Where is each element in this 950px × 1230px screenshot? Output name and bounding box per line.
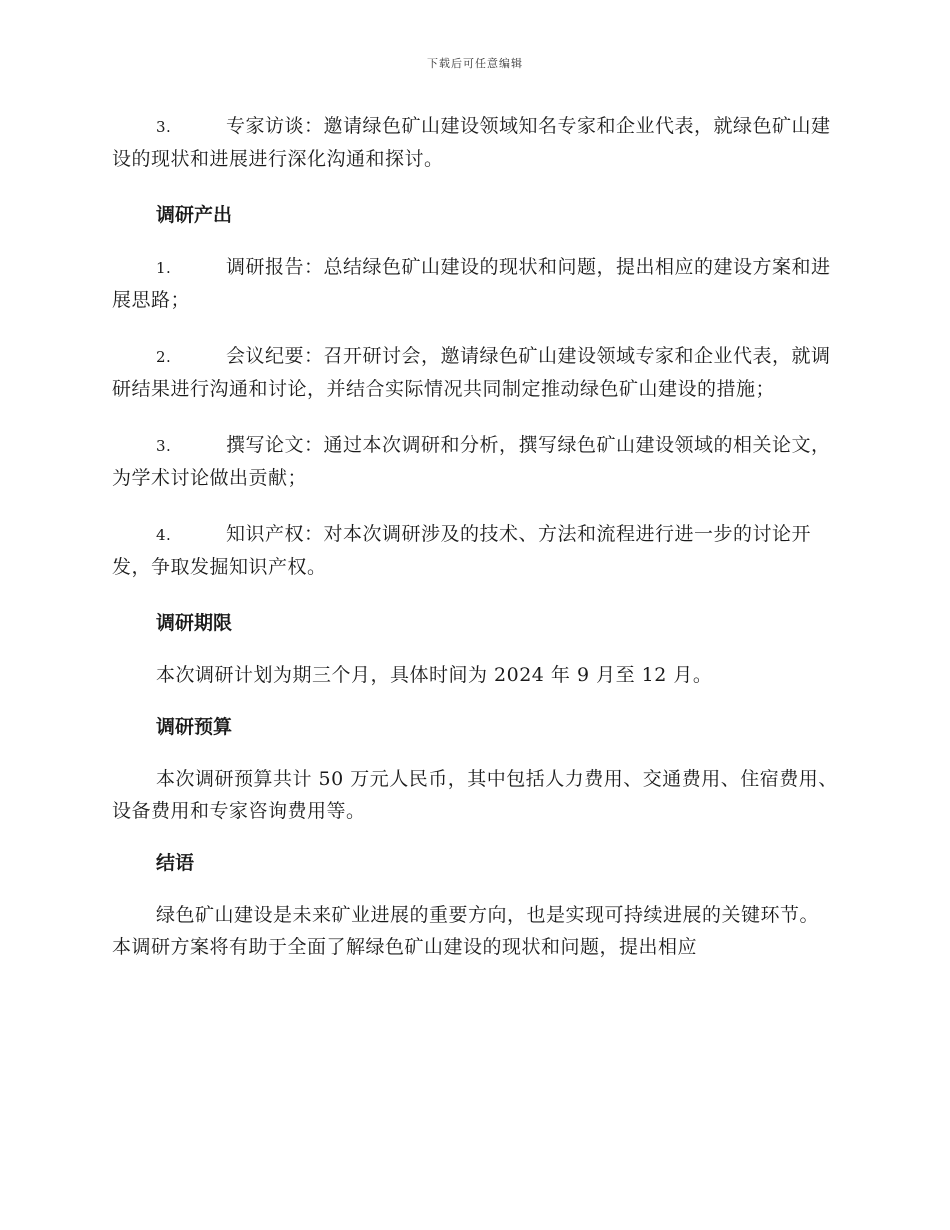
list-item-paper bbox=[112, 429, 838, 494]
list-number: 3. bbox=[156, 118, 172, 136]
conclusion-paragraph: 绿色矿山建设是未来矿业进展的重要方向，也是实现可持续进展的关键环节。本调研方案将有助于全面了解绿色矿山建设的现状和问题，提出相应 bbox=[112, 904, 820, 958]
document-body bbox=[112, 110, 838, 983]
list-text: 知识产权：对本次调研涉及的技术、方法和流程进行进一步的讨论开发，争取发掘知识产权。 bbox=[112, 523, 812, 578]
section-heading-budget: 调研预算 bbox=[156, 716, 233, 738]
section-heading-period: 调研期限 bbox=[156, 612, 233, 634]
list-number: 2. bbox=[156, 348, 172, 366]
list-number: 4. bbox=[156, 526, 172, 544]
budget-paragraph: 本次调研预算共计 50 万元人民币，其中包括人力费用、交通费用、住宿费用、设备费用和专家咨询费用等。 bbox=[112, 768, 838, 822]
list-text: 撰写论文：通过本次调研和分析，撰写绿色矿山建设领域的相关论文，为学术讨论做出贡献； bbox=[112, 434, 831, 489]
list-text: 调研报告：总结绿色矿山建设的现状和问题，提出相应的建设方案和进展思路； bbox=[112, 256, 831, 311]
list-number: 3. bbox=[156, 437, 172, 455]
section-heading-conclusion: 结语 bbox=[156, 852, 195, 874]
list-text: 专家访谈：邀请绿色矿山建设领域知名专家和企业代表，就绿色矿山建设的现状和进展进行深化沟通和探讨。 bbox=[112, 115, 831, 170]
list-item-interview bbox=[112, 110, 838, 175]
list-item-ip bbox=[112, 518, 838, 583]
list-number: 1. bbox=[156, 259, 172, 277]
list-item-report bbox=[112, 251, 838, 316]
list-item-minutes bbox=[112, 340, 838, 405]
section-heading-output: 调研产出 bbox=[156, 204, 233, 226]
page-header-note: 下载后可任意编辑 bbox=[427, 57, 523, 70]
list-text: 会议纪要：召开研讨会，邀请绿色矿山建设领域专家和企业代表，就调研结果进行沟通和讨论，并结合实际情况共同制定推动绿色矿山建设的措施； bbox=[112, 345, 831, 400]
period-paragraph: 本次调研计划为期三个月，具体时间为 2024 年 9 月至 12 月。 bbox=[156, 664, 713, 686]
